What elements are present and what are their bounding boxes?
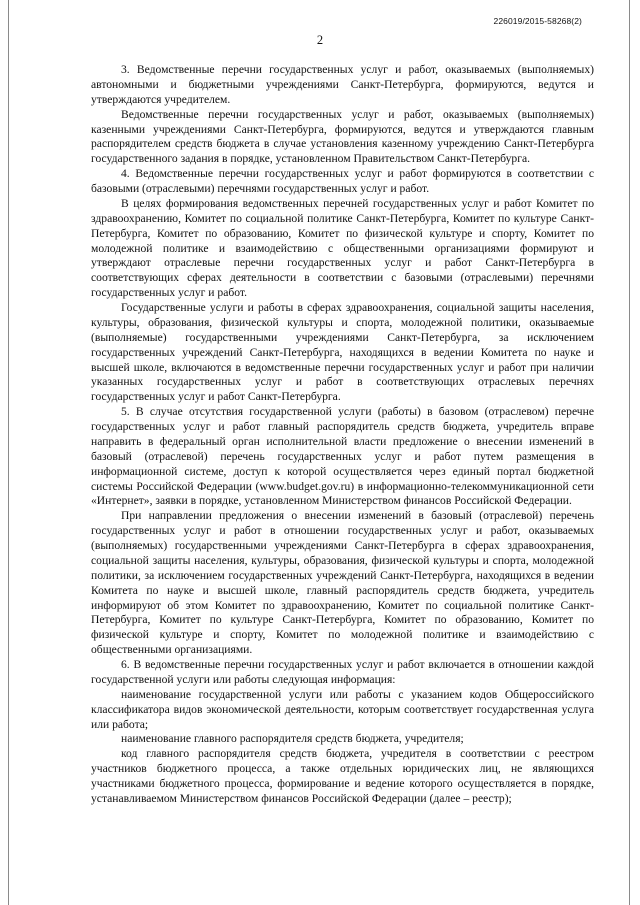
paragraph: наименование главного распорядителя средств бюджета, учредителя; bbox=[121, 732, 464, 746]
paragraph: наименование государственной услуги или работы с указанием кодов Общероссийского классификатора видов экономической деятельности, которым соответствует государственная услуга или работа; bbox=[91, 687, 594, 731]
paragraph: 3. Ведомственные перечни государственных услуг и работ, оказываемых (выполняемых) автономными и бюджетными учреждениями Санкт-Петербурга, формируются, ведутся и утверждаются учредителем. bbox=[91, 63, 594, 106]
paragraph: В целях формирования ведомственных перечней государственных услуг и работ Комитет по здравоохранению, Комитет по социальной политике Санкт-Петербурга, Комитет по культуре Санкт-Петербурга, Комитет по образованию, Комитет по физической культуре и спорту, Комитет по молодежной политике и взаимодействию с общественными организациями формируют и утверждают отраслевые перечни государственных услуг и работ Санкт-Петербурга в соответствующих сферах деятельности в соответствии с базовыми (отраслевыми) перечнями государственных услуг и работ. bbox=[91, 196, 594, 300]
paragraph: Ведомственные перечни государственных услуг и работ, оказываемых (выполняемых) казенными учреждениями Санкт-Петербурга, формируются, ведутся и утверждаются главным распорядителем средств бюджета в случае установления казенному учреждению Санкт-Петербурга государственного задания в порядке, установленном Правительством Санкт-Петербурга. bbox=[91, 107, 594, 166]
paragraph: код главного распорядителя средств бюджета, учредителя в соответствии с реестром участников бюджетного процесса, а также отдельных юридических лиц, не являющихся участниками бюджетного процесса, формирование и ведение которого осуществляется в порядке, устанавливаемом Министерством финансов Российской Федерации (далее – реестр); bbox=[91, 747, 594, 805]
paragraph: При направлении предложения о внесении изменений в базовый (отраслевой) перечень государственных услуг и работ в отношении государственных услуг и работ, оказываемых (выполняемых) государственными учреждениями Санкт-Петербурга в сферах здравоохранения, социальной защиты населения, культуры, образования, физической культуры и спорта, молодежной политики, за исключением государственных учреждений Санкт-Петербурга, находящихся в ведении Комитета по науке и высшей школе, главный распорядитель средств бюджета, учредитель информируют об этом Комитет по здравоохранению, Комитет по социальной политике Санкт-Петербурга, Комитет по культуре Санкт-Петербурга, Комитет по образованию, Комитет по физической культуре и спорту, Комитет по молодежной политике и взаимодействию с общественными организациями. bbox=[91, 509, 594, 657]
document-body bbox=[91, 63, 594, 807]
paragraph: 4. Ведомственные перечни государственных услуг и работ формируются в соответствии с базовыми (отраслевыми) перечнями государственных услуг и работ. bbox=[91, 167, 594, 195]
paragraph: 5. В случае отсутствия государственной услуги (работы) в базовом (отраслевом) перечне государственных услуг и работ главный распорядитель средств бюджета, учредитель вправе направить в федеральный орган исполнительной власти предложение о внесении изменений в базовый (отраслевой) перечень государственных услуг и работ путем размещения в информационной системе, доступ к которой осуществляется через единый портал бюджетной системы Российской Федерации (www.budget.gov.ru) в информационно-телекоммуникационной сети «Интернет», заявки в порядке, установленном Министерством финансов Российской Федерации. bbox=[91, 405, 594, 508]
paragraph: 6. В ведомственные перечни государственных услуг и работ включается в отношении каждой государственной услуги или работы следующая информация: bbox=[91, 658, 594, 686]
document-id: 226019/2015-58268(2) bbox=[493, 16, 582, 26]
page-number: 2 bbox=[316, 33, 324, 47]
paragraph: Государственные услуги и работы в сферах здравоохранения, социальной защиты населения, культуры, образования, физической культуры и спорта, молодежной политики, оказываемые (выполняемые) государственными учреждениями Санкт-Петербурга, за исключением государственных учреждений Санкт-Петербурга, находящихся в ведении Комитета по науке и высшей школе, включаются в ведомственные перечни государственных услуг и работ при наличии указанных государственных услуг и работ в соответствующих отраслевых перечнях государственных услуг и работ Санкт-Петербурга. bbox=[91, 301, 594, 404]
